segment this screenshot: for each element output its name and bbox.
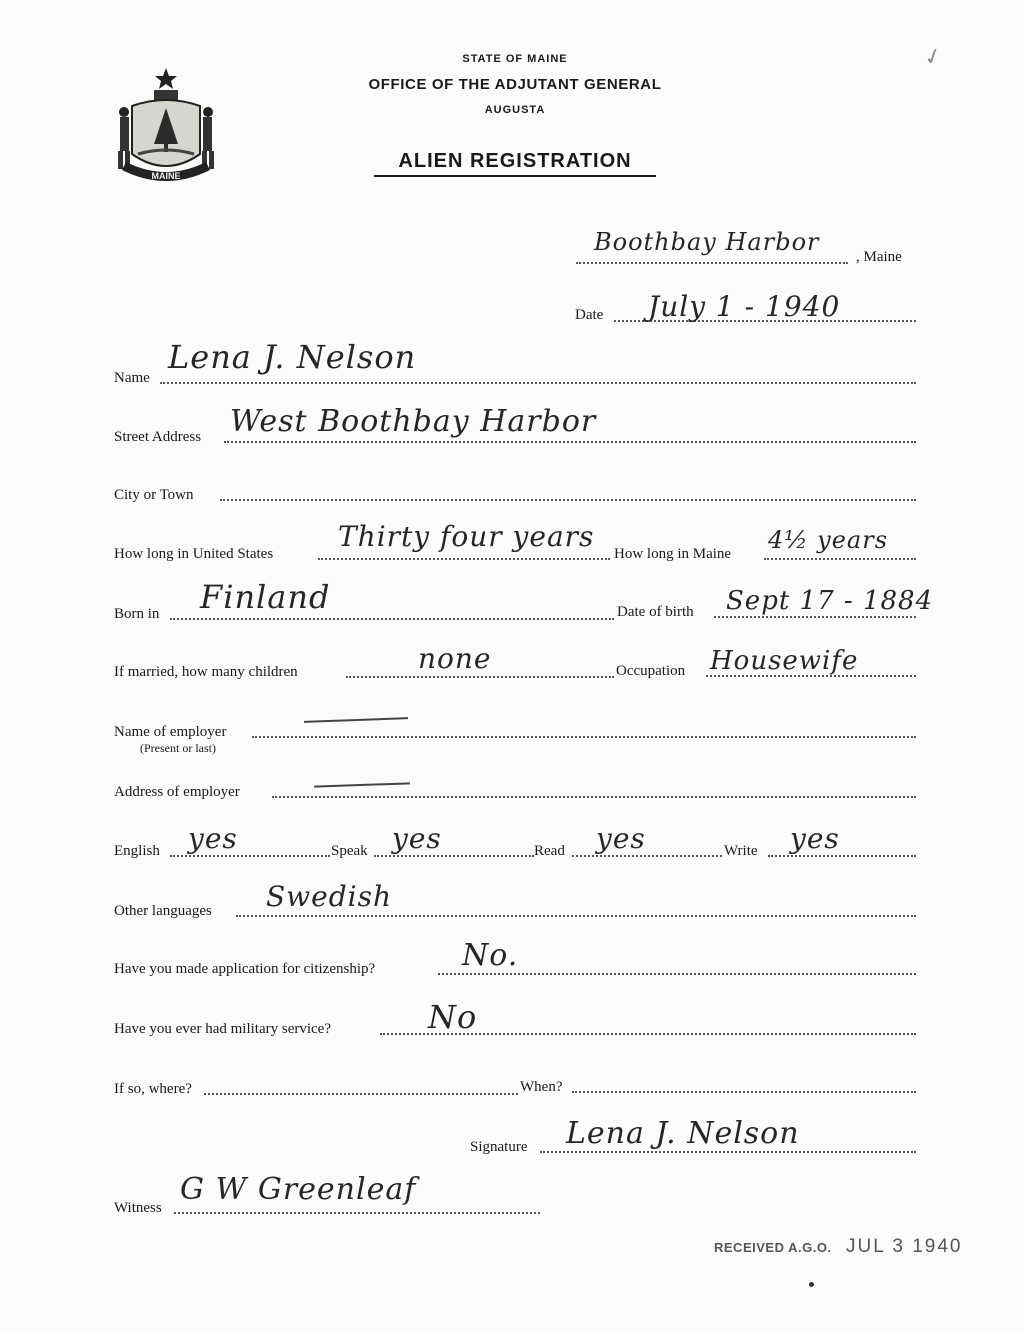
when-line bbox=[572, 1091, 916, 1093]
write-label: Write bbox=[724, 843, 758, 859]
header-city: AUGUSTA bbox=[484, 104, 546, 116]
date-of-birth-value: Sept 17 - 1884 bbox=[726, 586, 934, 616]
other-languages-label: Other languages bbox=[114, 903, 212, 919]
employer-name-note: (Present or last) bbox=[140, 741, 216, 755]
how-long-maine-value: 4½ years bbox=[768, 526, 889, 554]
read-label: Read bbox=[534, 843, 565, 859]
name-line bbox=[160, 382, 916, 384]
citizenship-label: Have you made application for citizenship? bbox=[114, 961, 376, 977]
received-stamp bbox=[714, 1236, 962, 1258]
occupation-value: Housewife bbox=[710, 646, 859, 676]
children-line bbox=[346, 676, 614, 678]
how-long-maine-line bbox=[764, 558, 916, 560]
employer-name-dash bbox=[304, 717, 408, 723]
employer-name-label: Name of employer bbox=[114, 724, 227, 740]
signature-value: Lena J. Nelson bbox=[566, 1116, 800, 1151]
signature-line bbox=[540, 1151, 916, 1153]
date-label: Date bbox=[575, 307, 604, 323]
write-line bbox=[768, 855, 916, 857]
employer-name-line bbox=[252, 736, 916, 738]
witness-line bbox=[174, 1212, 540, 1214]
header-state: STATE OF MAINE bbox=[462, 53, 568, 65]
header-office: OFFICE OF THE ADJUTANT GENERAL bbox=[368, 76, 662, 93]
how-long-us-value: Thirty four years bbox=[338, 520, 595, 553]
military-label: Have you ever had military service? bbox=[114, 1021, 331, 1037]
how-long-maine-label: How long in Maine bbox=[614, 546, 732, 562]
seal-banner-text: MAINE bbox=[151, 171, 181, 181]
form-title: ALIEN REGISTRATION bbox=[374, 150, 656, 177]
military-value: No bbox=[428, 998, 478, 1036]
witness-label: Witness bbox=[114, 1200, 162, 1216]
date-of-birth-label: Date of birth bbox=[617, 604, 694, 620]
maine-state-seal-icon bbox=[114, 66, 218, 190]
born-in-value: Finland bbox=[200, 578, 331, 616]
speak-line bbox=[374, 855, 534, 857]
signature-label: Signature bbox=[470, 1139, 528, 1155]
citizenship-line bbox=[438, 973, 916, 975]
date-value: July 1 - 1940 bbox=[648, 290, 841, 323]
stamp-received-text: RECEIVED A.G.O. bbox=[714, 1240, 832, 1255]
children-value: none bbox=[418, 642, 492, 675]
where-label: If so, where? bbox=[114, 1081, 192, 1097]
other-languages-line bbox=[236, 915, 916, 917]
city-label: City or Town bbox=[114, 487, 194, 503]
name-value: Lena J. Nelson bbox=[168, 338, 417, 376]
read-value: yes bbox=[596, 822, 646, 855]
street-address-line bbox=[224, 441, 916, 443]
where-line bbox=[204, 1093, 518, 1095]
employer-address-dash bbox=[314, 782, 410, 787]
city-line bbox=[220, 499, 916, 501]
ink-dot bbox=[809, 1282, 814, 1287]
town-value: Boothbay Harbor bbox=[594, 228, 820, 256]
stamp-date-text: JUL 3 1940 bbox=[846, 1236, 963, 1257]
witness-value: G W Greenleaf bbox=[180, 1172, 417, 1207]
born-in-line bbox=[170, 618, 614, 620]
english-line bbox=[170, 855, 330, 857]
born-in-label: Born in bbox=[114, 606, 160, 622]
town-line bbox=[576, 262, 848, 264]
employer-address-label: Address of employer bbox=[114, 784, 240, 800]
street-address-value: West Boothbay Harbor bbox=[230, 404, 597, 439]
how-long-us-label: How long in United States bbox=[114, 546, 274, 562]
other-languages-value: Swedish bbox=[266, 880, 392, 913]
street-address-label: Street Address bbox=[114, 429, 202, 445]
citizenship-value: No. bbox=[462, 938, 519, 973]
occupation-label: Occupation bbox=[616, 663, 686, 679]
read-line bbox=[572, 855, 722, 857]
english-value: yes bbox=[188, 822, 238, 855]
name-label: Name bbox=[114, 370, 150, 386]
date-of-birth-line bbox=[714, 616, 916, 618]
english-label: English bbox=[114, 843, 160, 859]
speak-value: yes bbox=[392, 822, 442, 855]
when-label: When? bbox=[520, 1079, 563, 1095]
write-value: yes bbox=[790, 822, 840, 855]
how-long-us-line bbox=[318, 558, 610, 560]
speak-label: Speak bbox=[331, 843, 368, 859]
children-label: If married, how many children bbox=[114, 664, 298, 680]
maine-label: , Maine bbox=[856, 249, 902, 265]
employer-address-line bbox=[272, 796, 916, 798]
check-mark-icon: ✓ bbox=[920, 41, 946, 72]
